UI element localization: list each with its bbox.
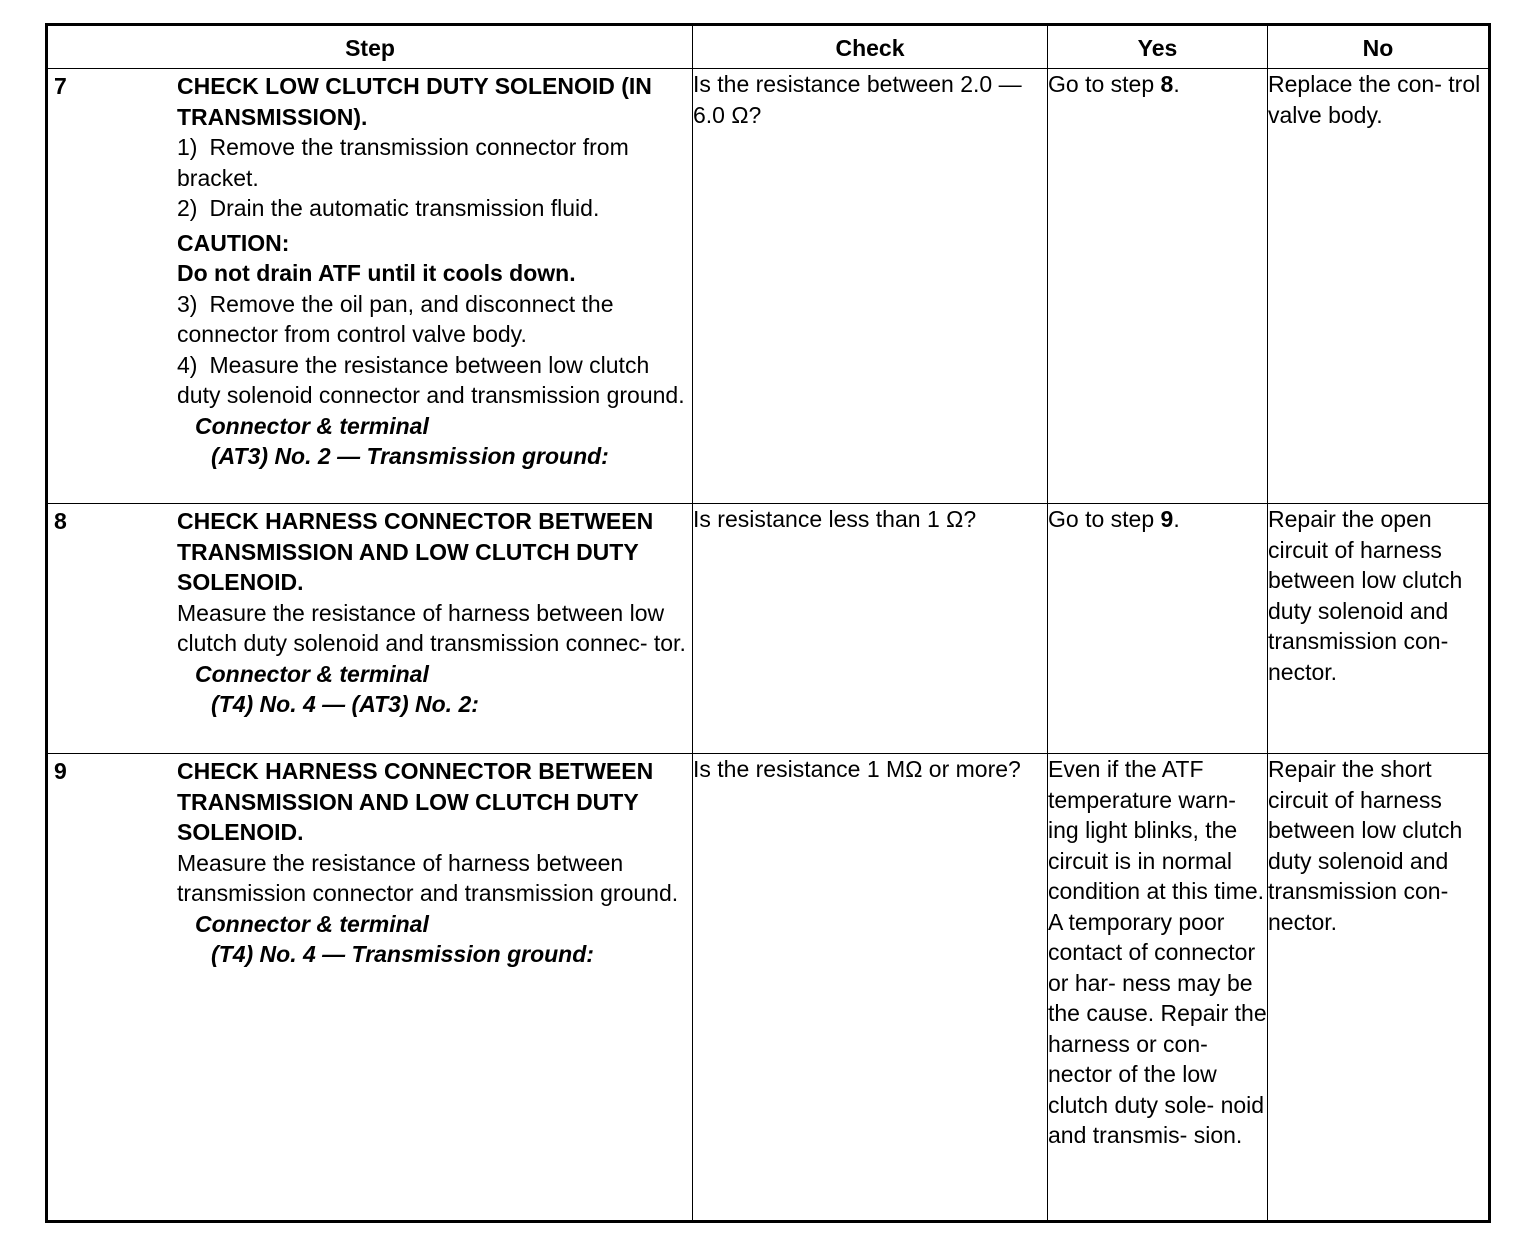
terminal-spec: (T4) No. 4 — Transmission ground: (211, 941, 594, 967)
step-description: Measure the resistance of harness between transmission connector and transmission ground. (177, 849, 679, 906)
connector-label: Connector & terminal (195, 412, 429, 439)
header-no: No (1268, 25, 1490, 69)
table-row (47, 69, 1490, 504)
header-step: Step (47, 25, 693, 69)
yes-cell: Even if the ATF temperature warn- ing light blinks, the circuit is in normal condition at this time. A temporary poor contact of connector or har- ness may be the cause. Repair the harness or con- nector of the low clutch duty sole- noid and transmis- sion. (1048, 754, 1268, 1222)
check-cell: Is the resistance between 2.0 — 6.0 Ω? (693, 69, 1048, 504)
header-check: Check (693, 25, 1048, 69)
step-description: Measure the resistance of harness between low clutch duty solenoid and transmission connec- tor. (177, 599, 686, 656)
header-yes: Yes (1048, 25, 1268, 69)
yes-cell: Go to step 9. (1048, 504, 1268, 754)
caution-text: Do not drain ATF until it cools down. (177, 260, 576, 286)
no-cell: Replace the con- trol valve body. (1268, 69, 1490, 504)
step-number: 7 (54, 73, 67, 99)
yes-cell: Go to step 8. (1048, 69, 1268, 504)
table-row (47, 754, 1490, 1222)
step-title: CHECK LOW CLUTCH DUTY SOLENOID (IN TRANSMISSION). (177, 73, 652, 130)
header-row (47, 25, 1490, 69)
step-number: 9 (54, 758, 67, 784)
step-item: 3) Remove the oil pan, and disconnect the connector from control valve body. (177, 290, 614, 347)
diagnostic-table (45, 23, 1491, 1223)
no-cell: Repair the open circuit of harness between low clutch duty solenoid and transmission con- nector. (1268, 504, 1490, 754)
step-number: 8 (54, 508, 67, 534)
no-cell: Repair the short circuit of harness between low clutch duty solenoid and transmission con- nector. (1268, 754, 1490, 1222)
step-item: 1) Remove the transmission connector from bracket. (177, 134, 629, 191)
step-cell (47, 69, 693, 504)
caution-label: CAUTION: (177, 229, 290, 256)
step-title: CHECK HARNESS CONNECTOR BETWEEN TRANSMISSION AND LOW CLUTCH DUTY SOLENOID. (177, 508, 654, 595)
terminal-spec: (AT3) No. 2 — Transmission ground: (211, 443, 609, 469)
check-cell: Is the resistance 1 MΩ or more? (693, 754, 1048, 1222)
step-cell (47, 504, 693, 754)
connector-label: Connector & terminal (195, 910, 429, 937)
terminal-spec: (T4) No. 4 — (AT3) No. 2: (211, 691, 479, 717)
step-item: 4) Measure the resistance between low clutch duty solenoid connector and transmission ground. (177, 351, 685, 408)
step-title: CHECK HARNESS CONNECTOR BETWEEN TRANSMISSION AND LOW CLUTCH DUTY SOLENOID. (177, 758, 654, 845)
step-cell (47, 754, 693, 1222)
connector-label: Connector & terminal (195, 660, 429, 687)
table-row (47, 504, 1490, 754)
check-cell: Is resistance less than 1 Ω? (693, 504, 1048, 754)
step-item: 2) Drain the automatic transmission fluid. (177, 195, 600, 221)
